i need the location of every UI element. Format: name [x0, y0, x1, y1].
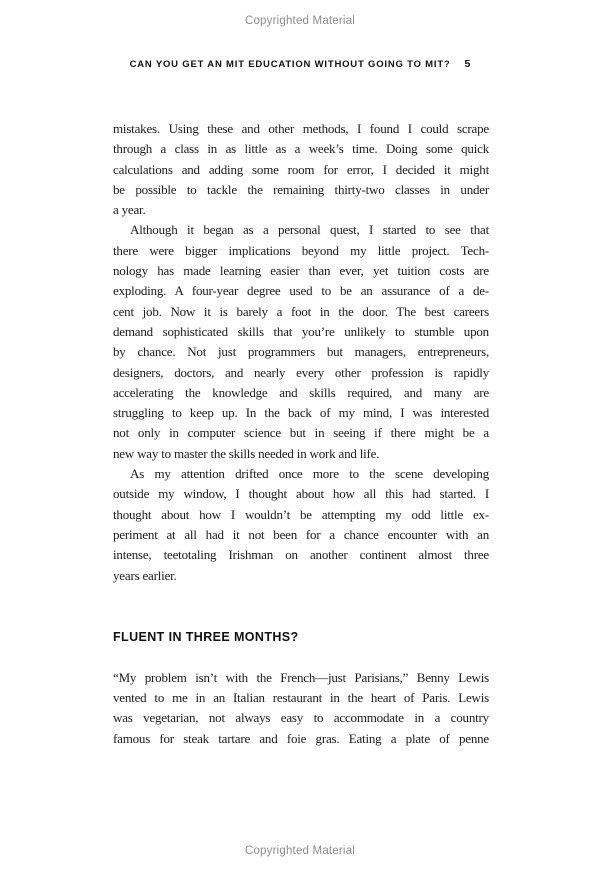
text-line: be possible to tackle the remaining thirty-two classes in under	[113, 181, 489, 197]
text-line: demand sophisticated skills that you’re unlikely to stumble upon	[113, 323, 489, 339]
text-line: designers, doctors, and nearly every other profession is rapidly	[113, 364, 489, 380]
text-line: a year.	[113, 202, 146, 218]
text-line: “My problem isn’t with the French—just Parisians,” Benny Lewis	[113, 669, 489, 685]
paragraph	[113, 464, 489, 586]
paragraph	[113, 668, 489, 749]
text-line: vented to me in an Italian restaurant in the heart of Paris. Lewis	[113, 690, 489, 706]
copyright-notice-bottom: Copyrighted Material	[244, 845, 356, 857]
paragraph	[113, 220, 489, 464]
page-body	[113, 119, 489, 749]
text-line: cent job. Now it is barely a foot in the door. The best careers	[113, 303, 489, 319]
text-line: periment at all had it not been for a chance encounter with an	[113, 526, 489, 542]
text-line: famous for steak tartare and foie gras. Eating a plate of penne	[113, 730, 489, 746]
copyright-notice-top: Copyrighted Material	[244, 15, 356, 27]
text-line: calculations and adding some room for error, I decided it might	[113, 161, 489, 177]
text-line: was vegetarian, not always easy to accommodate in a country	[113, 710, 489, 726]
text-line: Although it began as a personal quest, I started to see that	[130, 222, 489, 238]
text-line: new way to master the skills needed in work and life.	[113, 445, 380, 461]
text-line: years earlier.	[113, 567, 177, 583]
text-line: thought about how I wouldn’t be attempting my odd little ex-	[113, 506, 489, 522]
text-line: mistakes. Using these and other methods, I found I could scrape	[113, 121, 489, 136]
section-heading: FLUENT IN THREE MONTHS?	[113, 629, 299, 644]
text-line: there were bigger implications beyond my little project. Tech-	[113, 242, 489, 258]
text-line: outside my window, I thought about how all this had started. I	[113, 486, 489, 502]
text-line: accelerating the knowledge and skills required, and many are	[113, 384, 489, 400]
text-line: struggling to keep up. In the back of my mind, I was interested	[113, 405, 489, 421]
running-header	[0, 58, 600, 70]
text-line: intense, teetotaling Irishman on another continent almost three	[113, 547, 489, 563]
paragraph	[113, 119, 489, 220]
text-line: As my attention drifted once more to the scene developing	[130, 466, 489, 482]
page-number: 5	[464, 58, 471, 70]
text-line: through a class in as little as a week’s time. Doing some quick	[113, 141, 489, 157]
text-line: nology has made learning easier than ever, yet tuition costs are	[113, 263, 489, 279]
text-line: not only in computer science but in seeing if there might be a	[113, 425, 489, 441]
text-line: exploding. A four-year degree used to be an assurance of a de-	[113, 283, 489, 299]
text-line: by chance. Not just programmers but managers, entrepreneurs,	[113, 344, 489, 360]
running-title: CAN YOU GET AN MIT EDUCATION WITHOUT GOING TO MIT?	[129, 59, 451, 70]
